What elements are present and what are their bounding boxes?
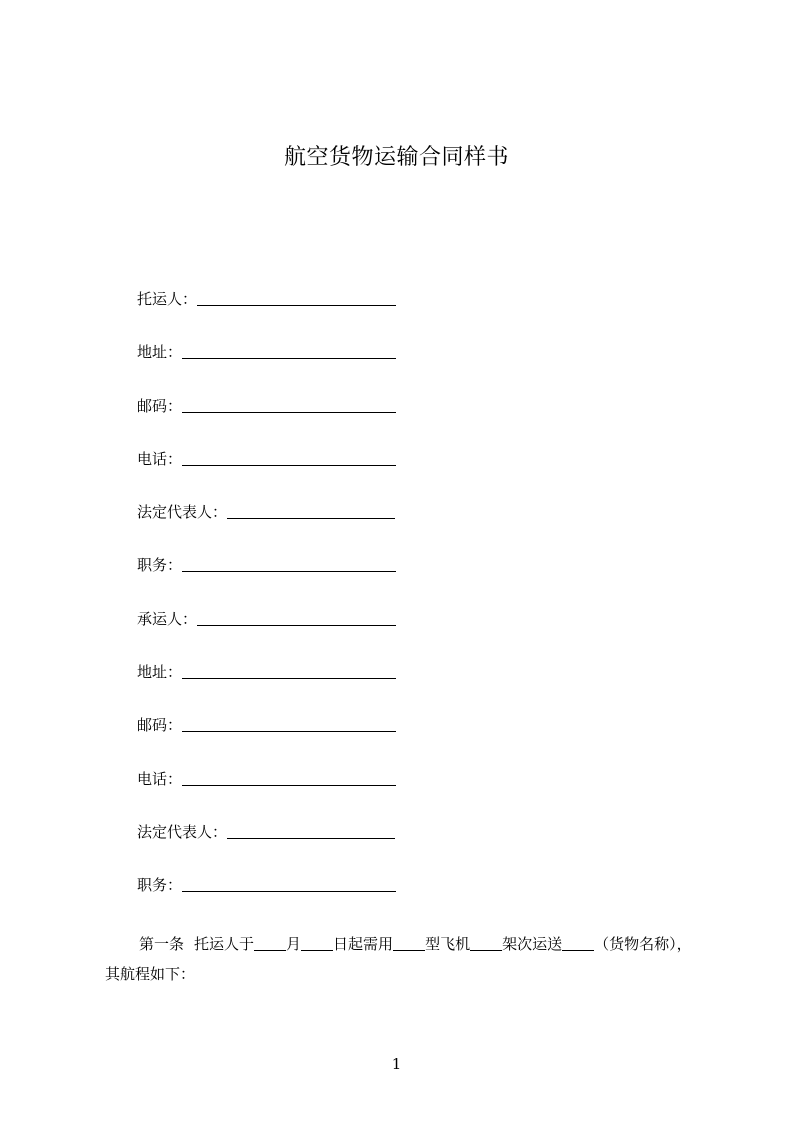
clause-text: （货物名称）， (594, 935, 692, 953)
blank-day[interactable] (301, 935, 333, 951)
clause-1-line-1 (105, 929, 725, 959)
clause-text: 托运人于 (194, 935, 255, 953)
field-label: 承运人： (137, 609, 198, 628)
fill-in-line[interactable] (182, 450, 396, 466)
field-carrier-representative (137, 821, 437, 874)
clause-text: 月 (286, 935, 302, 953)
clause-text: 架次运送 (502, 935, 563, 953)
fill-in-line[interactable] (182, 397, 396, 413)
clause-heading: 第一条 (139, 935, 185, 953)
field-label: 电话： (137, 449, 183, 468)
field-label: 托运人： (137, 290, 198, 308)
blank-month[interactable] (254, 935, 286, 951)
field-shipper-phone (137, 448, 437, 501)
fill-in-line[interactable] (182, 876, 396, 892)
clause-text: 型飞机 (425, 935, 471, 953)
field-label: 地址： (137, 663, 183, 682)
field-label: 职务： (137, 876, 183, 895)
field-label: 法定代表人： (137, 503, 228, 522)
field-label: 地址： (137, 343, 183, 362)
fill-in-line[interactable] (182, 716, 396, 732)
field-shipper-postcode (137, 395, 437, 448)
field-label: 法定代表人： (137, 822, 228, 841)
document-title: 航空货物运输合同样书 (283, 145, 509, 170)
field-label: 邮码： (137, 716, 183, 735)
field-shipper-address (137, 341, 437, 394)
field-label: 职务： (137, 556, 183, 575)
blank-sorties[interactable] (470, 935, 502, 951)
field-label: 电话： (137, 769, 183, 788)
field-carrier-address (137, 661, 437, 714)
fill-in-line[interactable] (182, 343, 396, 359)
fill-in-line[interactable] (182, 770, 396, 786)
field-shipper (137, 288, 437, 341)
field-shipper-representative (137, 501, 437, 554)
blank-aircraft-type[interactable] (393, 935, 425, 951)
fill-in-line[interactable] (227, 823, 395, 839)
fill-in-line[interactable] (182, 663, 396, 679)
field-carrier (137, 608, 437, 661)
field-label: 邮码： (137, 396, 183, 415)
blank-cargo-name[interactable] (562, 935, 594, 951)
fill-in-line[interactable] (197, 290, 396, 306)
clause-text: 日起需用 (333, 935, 394, 953)
field-carrier-postcode (137, 714, 437, 767)
field-carrier-position (137, 874, 437, 927)
page-number: 1 (391, 1055, 402, 1073)
field-shipper-position (137, 554, 437, 607)
fill-in-line[interactable] (182, 556, 396, 572)
party-fields (137, 288, 437, 928)
clause-1 (105, 929, 725, 989)
field-carrier-phone (137, 768, 437, 821)
fill-in-line[interactable] (197, 610, 396, 626)
fill-in-line[interactable] (227, 503, 395, 519)
clause-1-line-2: 其航程如下： (105, 965, 196, 983)
